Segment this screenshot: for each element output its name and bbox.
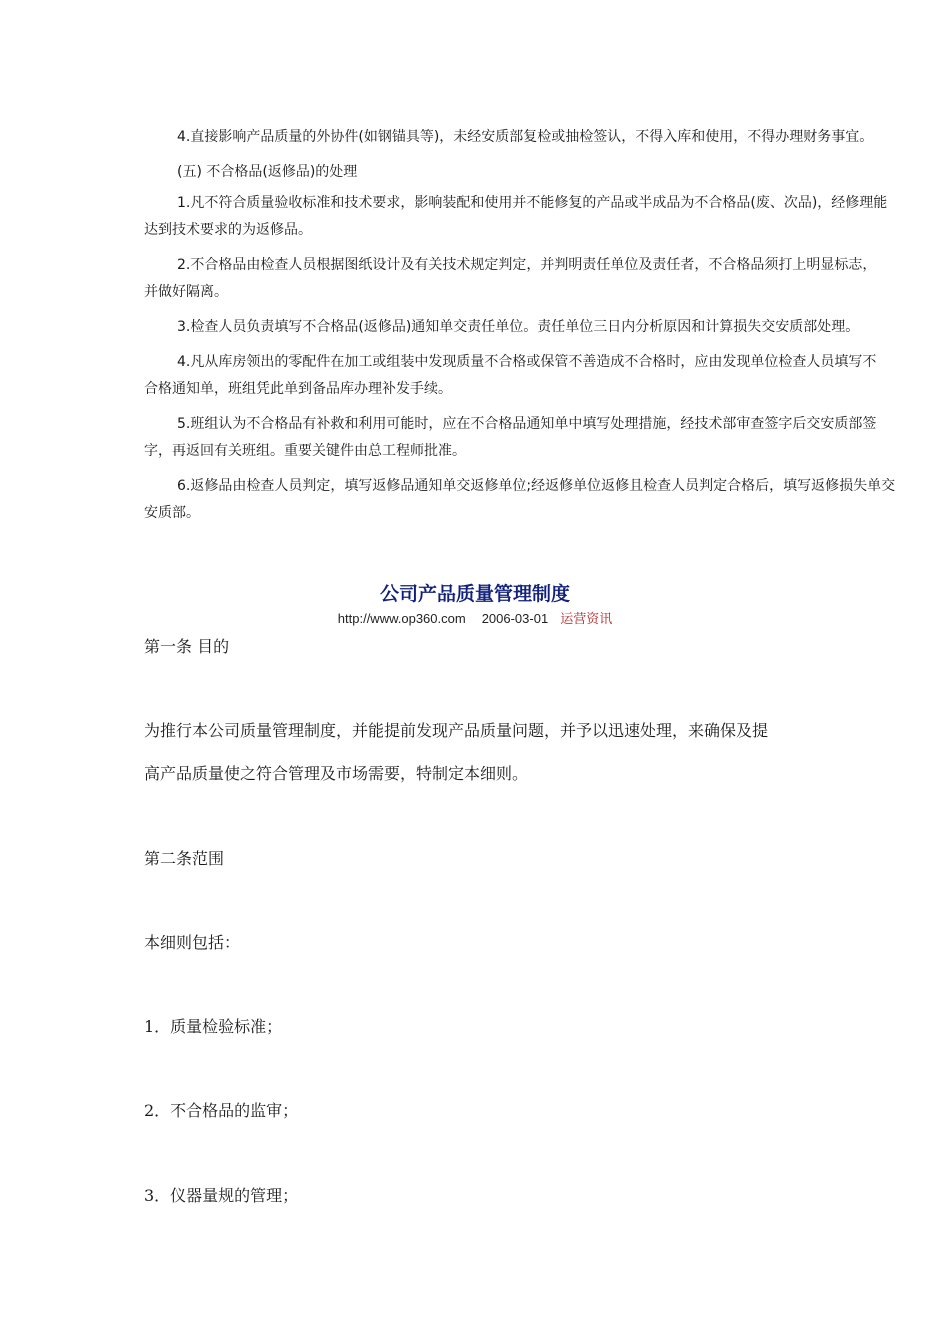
article-meta	[0, 610, 950, 628]
article-title: 公司产品质量管理制度	[379, 583, 570, 605]
paragraph-2-judgement: 2.不合格品由检查人员根据图纸设计及有关技术规定判定，并判明责任单位及责任者，不合格品须打上明显标志，并做好隔离。	[144, 257, 877, 300]
scope-item-3: 3．仪器量规的管理；	[144, 1186, 299, 1205]
quality-rules-section	[144, 124, 896, 535]
scope-item-2: 2．不合格品的监审；	[144, 1101, 299, 1120]
paragraph-3-notice: 3.检查人员负责填写不合格品(返修品)通知单交责任单位。责任单位三日内分析原因和计算损失交安质部处理。	[177, 319, 860, 335]
article-date: 2006-03-01	[481, 611, 549, 626]
article-1-heading: 第一条 目的	[144, 637, 230, 656]
paragraph-1-definition: 1.凡不符合质量验收标准和技术要求，影响装配和使用并不能修复的产品或半成品为不合格品(废、次品)，经修理能达到技术要求的为返修品。	[144, 195, 888, 238]
article-url[interactable]: http://www.op360.com	[337, 611, 466, 626]
paragraph-5-remedy: 5.班组认为不合格品有补救和利用可能时，应在不合格品通知单中填写处理措施，经技术部审查签字后交安质部签字，再返回有关班组。重要关键件由总工程师批准。	[144, 416, 877, 459]
paragraph-4-outsourced-parts: 4.直接影响产品质量的外协件(如钢锚具等)，未经安质部复检或抽检签认，不得入库和使用，不得办理财务事宜。	[177, 129, 874, 145]
article-source-link[interactable]: 运营资讯	[560, 611, 613, 626]
paragraph-6-rework: 6.返修品由检查人员判定，填写返修品通知单交返修单位;经返修单位返修且检查人员判定合格后，填写返修损失单交安质部。	[144, 478, 896, 521]
article-1-text-line-1: 为推行本公司质量管理制度，并能提前发现产品质量问题，并予以迅速处理，来确保及提	[144, 721, 769, 740]
heading-nonconforming-handling: (五) 不合格品(返修品)的处理	[177, 164, 358, 180]
scope-item-1: 1．质量检验标准；	[144, 1017, 283, 1036]
article-1-text-line-2: 高产品质量使之符合管理及市场需要，特制定本细则。	[144, 764, 529, 783]
paragraph-4-warehouse-parts: 4.凡从库房领出的零配件在加工或组装中发现质量不合格或保管不善造成不合格时，应由发现单位检查人员填写不合格通知单，班组凭此单到备品库办理补发手续。	[144, 354, 877, 397]
article-2-intro: 本细则包括：	[144, 933, 241, 952]
article-2-heading: 第二条范围	[144, 849, 225, 868]
